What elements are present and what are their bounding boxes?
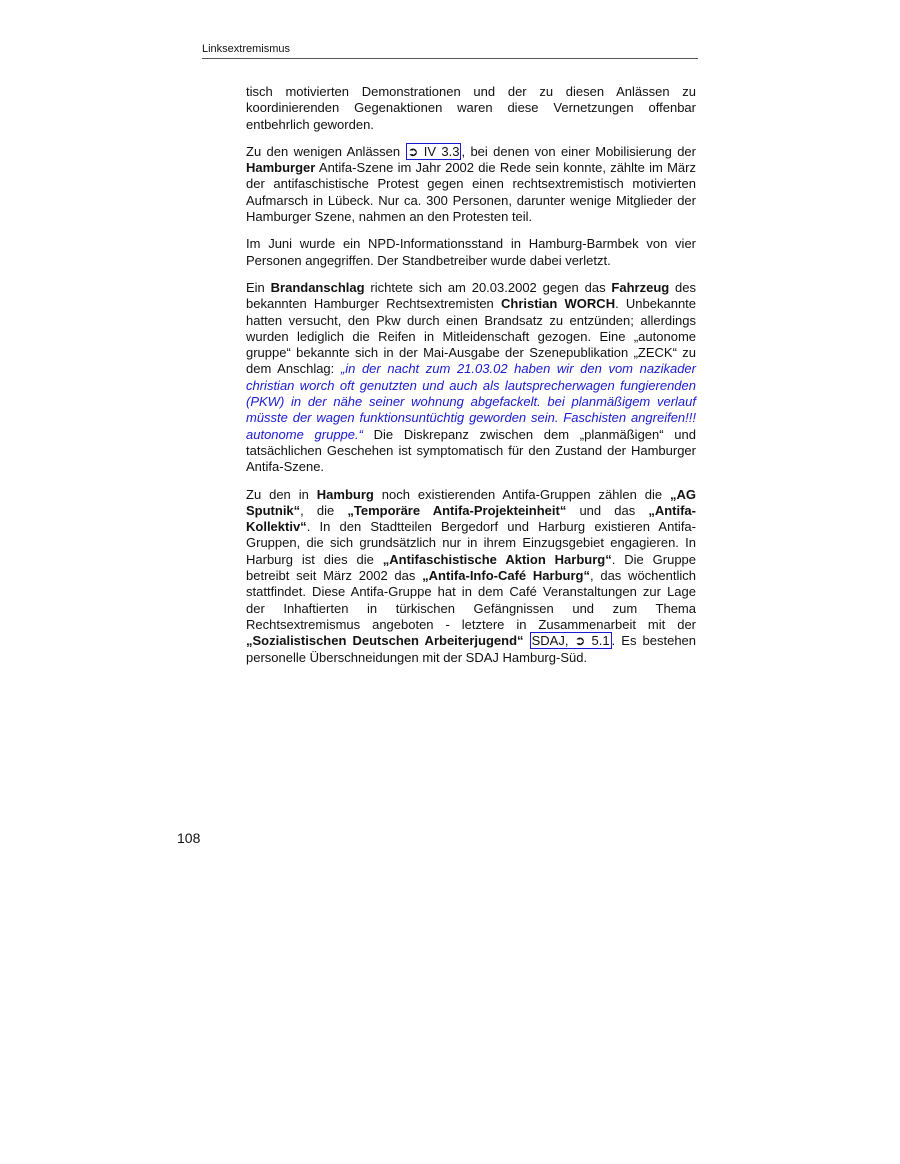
paragraph-4 bbox=[246, 280, 696, 476]
paragraph-1 bbox=[246, 84, 696, 133]
cross-reference-link[interactable]: SDAJ, ➲ 5.1 bbox=[531, 633, 610, 649]
p4-text-3: des bekannten Hamburger Rechtsextremisten bbox=[246, 279, 697, 312]
p4-text-4: . Unbekannte hatten versucht, den Pkw durch einen Brandsatz zu entzünden; allerdings wurden lediglich die Reifen in Mitleidenschaft gezogen. Eine „autonome gruppe“ bekannte sich in der Mai-Ausgabe der Szenepublikation „ZECK“ zu dem Anschlag: bbox=[246, 296, 697, 377]
p5-text-3: , die bbox=[300, 502, 348, 518]
p5-text-5: . In den Stadtteilen Bergedorf und Harburg existieren Antifa-Gruppen, die sich grundsätzlich nur in ihrem Einzugsgebiet engagieren. In Harburg ist dies die bbox=[246, 519, 696, 567]
p5-text-8 bbox=[524, 633, 530, 648]
p5-text-1: Zu den in bbox=[246, 486, 317, 502]
p2-text-3: Antifa-Szene im Jahr 2002 die Rede sein konnte, zählte im März der antifaschistische Protest gegen einen rechtsextremistisch motivierten Aufmarsch in Lübeck. Nur ca. 300 Personen, darunter wenige Mitglieder der Hamburger Szene, nahmen an den Protesten teil. bbox=[246, 160, 696, 225]
quoted-statement: „in der nacht zum 21.03.02 haben wir den vom nazikader christian worch oft genutzten und auch als lautsprecherwagen fungierenden (PKW) in der nähe seiner wohnung abgefackelt. bei planmäßigem verlauf müsste der wagen funktionsuntüchtig geworden sein. Faschisten angreifen!!! autonome gruppe.“ bbox=[246, 361, 696, 442]
p4-text-1: Ein bbox=[246, 279, 271, 295]
p5-bold-3: „Temporäre Antifa-Projekteinheit“ bbox=[347, 502, 567, 518]
paragraph-1-text: tisch motivierten Demonstrationen und der zu diesen Anlässen zu koordinierenden Gegenaktionen waren diese Vernetzungen offenbar entbehrlich geworden. bbox=[246, 84, 696, 132]
p2-text-1: Zu den wenigen Anlässen bbox=[246, 143, 406, 159]
p5-bold-5: „Antifaschistische Aktion Harburg“ bbox=[382, 551, 612, 567]
p5-text-4: und das bbox=[566, 502, 649, 518]
p5-bold-2: „AG Sputnik“ bbox=[246, 486, 696, 518]
p4-text-5: Die Diskrepanz zwischen dem „planmäßigen“ und tatsächlichen Geschehen ist symptomatisch für den Zustand der Hamburger Antifa-Szene. bbox=[246, 426, 696, 475]
p5-text-2: noch existierenden Antifa-Gruppen zählen die bbox=[373, 486, 670, 502]
p5-bold-7: „Sozialistischen Deutschen Arbeiterjugend“ bbox=[246, 633, 524, 649]
cross-reference-link[interactable]: ➲ IV 3.3 bbox=[407, 143, 460, 159]
p5-bold-1: Hamburg bbox=[316, 486, 374, 502]
p5-text-9: . Es bestehen personelle Überschneidungen mit der SDAJ Hamburg-Süd. bbox=[246, 633, 697, 665]
p5-text-6: . Die Gruppe betreibt seit März 2002 das bbox=[246, 551, 697, 584]
paragraph-3-text: Im Juni wurde ein NPD-Informationsstand in Hamburg-Barmbek von vier Personen angegriffen. Der Standbetreiber wurde dabei verletzt. bbox=[246, 236, 696, 268]
paragraph-3 bbox=[246, 236, 696, 269]
running-title: Linksextremismus bbox=[202, 43, 291, 55]
p4-bold-2: Fahrzeug bbox=[611, 279, 670, 295]
p5-bold-6: „Antifa-Info-Café Harburg“ bbox=[422, 568, 590, 584]
p2-bold-hamburger: Hamburger bbox=[246, 160, 316, 176]
p2-text-2: , bei denen von einer Mobilisierung der bbox=[461, 143, 696, 159]
body-text bbox=[246, 84, 696, 666]
p4-text-2: richtete sich am 20.03.2002 gegen das bbox=[364, 279, 612, 295]
paragraph-5 bbox=[246, 487, 696, 666]
p4-bold-3: Christian WORCH bbox=[501, 296, 616, 312]
p5-text-7: , das wöchentlich stattfindet. Diese Antifa-Gruppe hat in dem Café Veranstaltungen zur Lage der Inhaftierten in türkischen Gefängnissen und zum Thema Rechtsextremismus angeboten - letztere in Zusammenarbeit mit der bbox=[246, 568, 696, 632]
paragraph-2 bbox=[246, 144, 696, 225]
p5-bold-4: „Antifa-Kollektiv“ bbox=[246, 502, 696, 535]
p4-bold-1: Brandanschlag bbox=[270, 279, 365, 295]
running-header bbox=[202, 42, 698, 59]
page-number: 108 bbox=[177, 830, 201, 846]
